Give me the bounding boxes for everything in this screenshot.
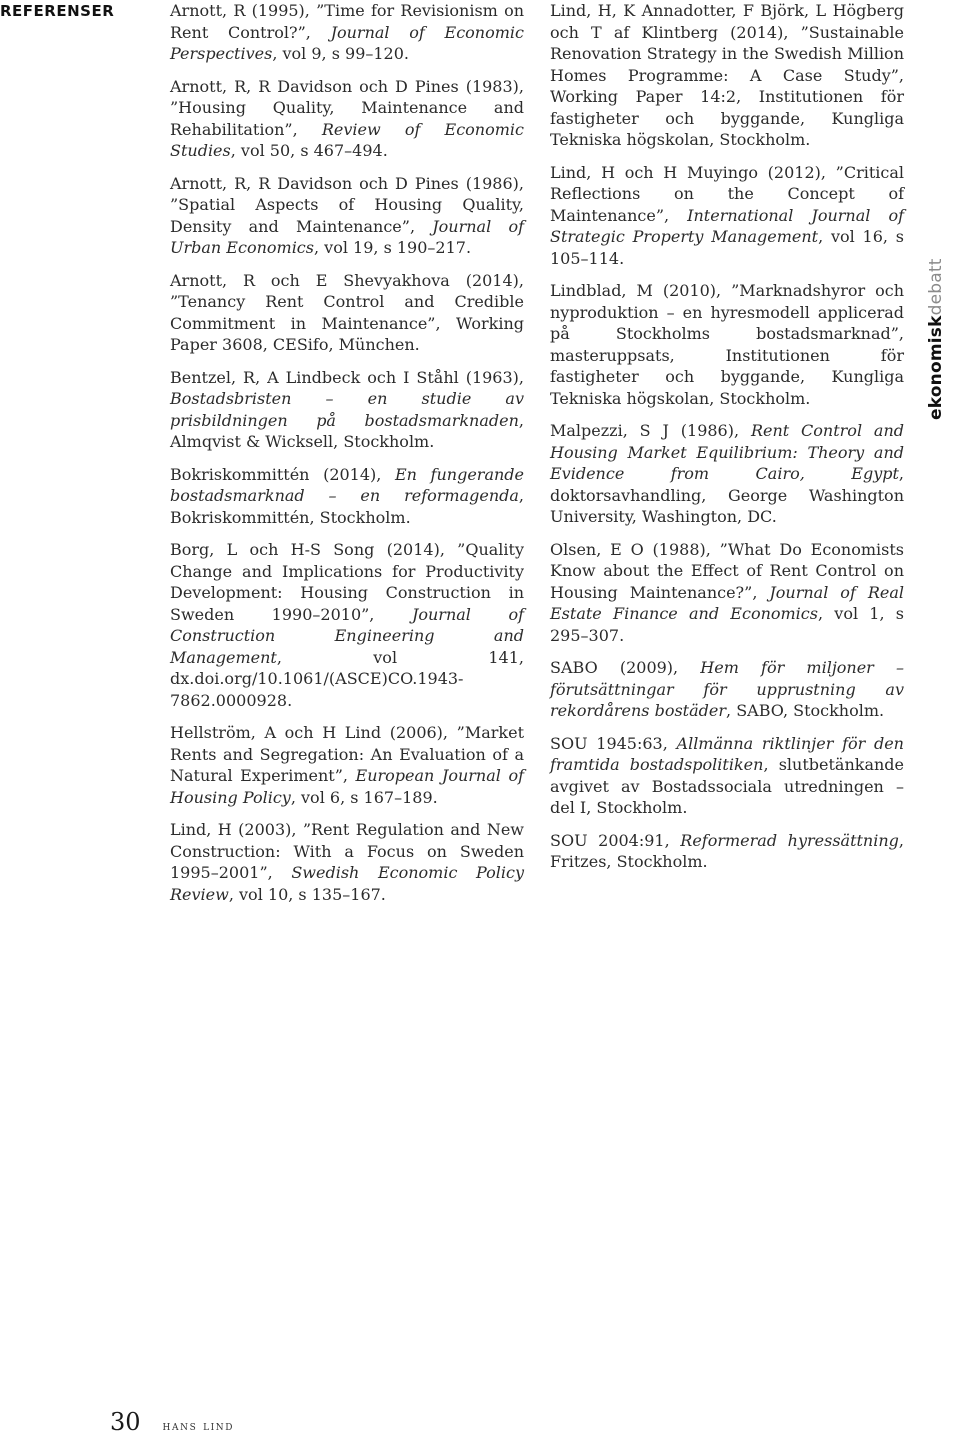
reference-title-italic: En fungerande bostadsmarknad – en reformagenda bbox=[170, 464, 524, 505]
reference-text: , vol 6, s 167–189. bbox=[290, 787, 438, 807]
reference-title-italic: Allmänna riktlinjer för den framtida bostadspolitiken bbox=[550, 733, 904, 774]
reference-text: , vol 19, s 190–217. bbox=[313, 238, 472, 257]
reference-text: , Fritzes, Stockholm. bbox=[550, 830, 904, 871]
reference-text: , vol 1, s 295–307. bbox=[550, 604, 905, 645]
reference-text: Arnott, R, R Davidson och D Pines (1983), ”Housing Quality, Maintenance and Rehabilitation”, bbox=[170, 76, 524, 139]
reference-title-italic: Journal of Real Estate Finance and Economics bbox=[550, 582, 904, 623]
reference-text: Olsen, E O (1988), ”What Do Economists Know about the Effect of Rent Control on Housing Maintenance?”, bbox=[550, 539, 904, 602]
reference-text: Arnott, R och E Shevyakhova (2014), ”Tenancy Rent Control and Credible Commitment in Maintenance”, Working Paper 3608, CESifo, München. bbox=[170, 270, 524, 354]
reference-entry bbox=[170, 464, 524, 529]
reference-entry bbox=[550, 280, 904, 409]
section-heading: REFERENSER bbox=[0, 2, 115, 20]
page-footer bbox=[110, 1408, 234, 1436]
reference-text: Lind, H (2003), ”Rent Regulation and New Construction: With a Focus on Sweden 1995–2001”, bbox=[170, 820, 524, 882]
reference-title-italic: Reformerad hyressättning bbox=[680, 830, 899, 850]
reference-entry bbox=[550, 420, 904, 528]
reference-entry bbox=[170, 270, 524, 356]
reference-entry bbox=[550, 733, 904, 819]
reference-entry bbox=[170, 76, 524, 162]
reference-entry bbox=[170, 539, 524, 711]
reference-entry bbox=[550, 0, 904, 151]
reference-title-italic: Review of Economic Studies bbox=[170, 119, 524, 160]
reference-title-italic: Hem för miljoner – förutsättningar för upprustning av rekordårens bostäder bbox=[550, 658, 904, 720]
reference-entry bbox=[170, 367, 524, 453]
reference-text: , SABO, Stockholm. bbox=[726, 701, 885, 720]
reference-text: SOU 2004:91, bbox=[550, 830, 681, 850]
reference-text: Malpezzi, S J (1986), bbox=[550, 421, 751, 440]
reference-text: Lind, H och H Muyingo (2012), ”Critical Reflections on the Concept of Maintenance”, bbox=[550, 162, 904, 225]
reference-title-italic: Journal of Economic Perspectives bbox=[170, 22, 524, 63]
reference-entry bbox=[170, 819, 524, 905]
reference-text: SABO (2009), bbox=[550, 658, 701, 677]
reference-entry bbox=[170, 0, 524, 65]
reference-entry bbox=[550, 830, 904, 873]
reference-text: Bokriskommittén (2014), bbox=[170, 464, 395, 484]
reference-text: , slutbetänkande avgivet av Bostadssociala utredningen – del I, Stockholm. bbox=[550, 755, 905, 817]
reference-text: , vol 141, dx.doi.org/10.1061/(ASCE)CO.1943-7862.0000928. bbox=[170, 647, 524, 710]
reference-entry bbox=[550, 657, 904, 722]
footer-author: hans lind bbox=[162, 1419, 235, 1434]
reference-entry bbox=[550, 162, 904, 270]
reference-text: SOU 1945:63, bbox=[550, 733, 677, 753]
reference-entry bbox=[550, 539, 904, 647]
reference-list-right bbox=[550, 0, 904, 884]
reference-entry bbox=[170, 173, 524, 259]
side-tag-part1: ekonomisk bbox=[926, 315, 946, 420]
reference-text: , vol 10, s 135–167. bbox=[228, 884, 386, 904]
reference-text: , Almqvist & Wicksell, Stockholm. bbox=[170, 410, 524, 451]
reference-title-italic: Rent Control and Housing Market Equilibrium: Theory and Evidence from Cairo, Egypt bbox=[550, 421, 905, 483]
reference-text: Borg, L och H-S Song (2014), ”Quality Change and Implications for Productivity Development: Housing Construction in Sweden 1990–2010”, bbox=[170, 540, 524, 624]
reference-text: , vol 50, s 467–494. bbox=[230, 141, 388, 160]
reference-text: , doktorsavhandling, George Washington University, Washington, DC. bbox=[550, 464, 904, 526]
page-number: 30 bbox=[110, 1408, 141, 1436]
reference-text: Arnott, R (1995), ”Time for Revisionism on Rent Control?”, bbox=[170, 1, 524, 42]
reference-text: Lindblad, M (2010), ”Marknadshyror och nyproduktion – en hyresmodell applicerad på Stockholms bostadsmarknad”, masteruppsats, Institutionen för fastigheter och byggande, Kungliga Tekniska högskolan, Stockholm. bbox=[550, 281, 904, 408]
reference-title-italic: Bostadsbristen – en studie av prisbildningen på bostadsmarknaden bbox=[170, 389, 524, 430]
reference-text: , vol 16, s 105–114. bbox=[550, 227, 904, 268]
reference-title-italic: Journal of Urban Economics bbox=[170, 216, 524, 257]
reference-text: Arnott, R, R Davidson och D Pines (1986), ”Spatial Aspects of Housing Quality, Density and Maintenance”, bbox=[170, 173, 524, 236]
side-tag-part2: debatt bbox=[926, 258, 946, 316]
reference-text: Bentzel, R, A Lindbeck och I Ståhl (1963), bbox=[170, 367, 524, 387]
reference-title-italic: Journal of Construction Engineering and Management bbox=[170, 604, 524, 667]
reference-entry bbox=[170, 722, 524, 808]
reference-text: , vol 9, s 99–120. bbox=[272, 44, 409, 63]
reference-list-left bbox=[170, 0, 524, 916]
journal-side-tag bbox=[926, 258, 946, 420]
reference-text: Hellström, A och H Lind (2006), ”Market Rents and Segregation: An Evaluation of a Natural Experiment”, bbox=[170, 723, 524, 785]
reference-text: , Bokriskommittén, Stockholm. bbox=[170, 486, 524, 527]
reference-title-italic: Swedish Economic Policy Review bbox=[170, 863, 524, 904]
reference-text: Lind, H, K Annadotter, F Björk, L Högberg och T af Klintberg (2014), ”Sustainable Renovation Strategy in the Swedish Million Homes Programme: A Case Study”, Working Paper 14:2, Institutionen för fastigheter och byggande, Kungliga Tekniska högskolan, Stockholm. bbox=[550, 1, 904, 149]
reference-title-italic: European Journal of Housing Policy bbox=[170, 766, 524, 807]
reference-title-italic: International Journal of Strategic Property Management bbox=[550, 205, 905, 246]
